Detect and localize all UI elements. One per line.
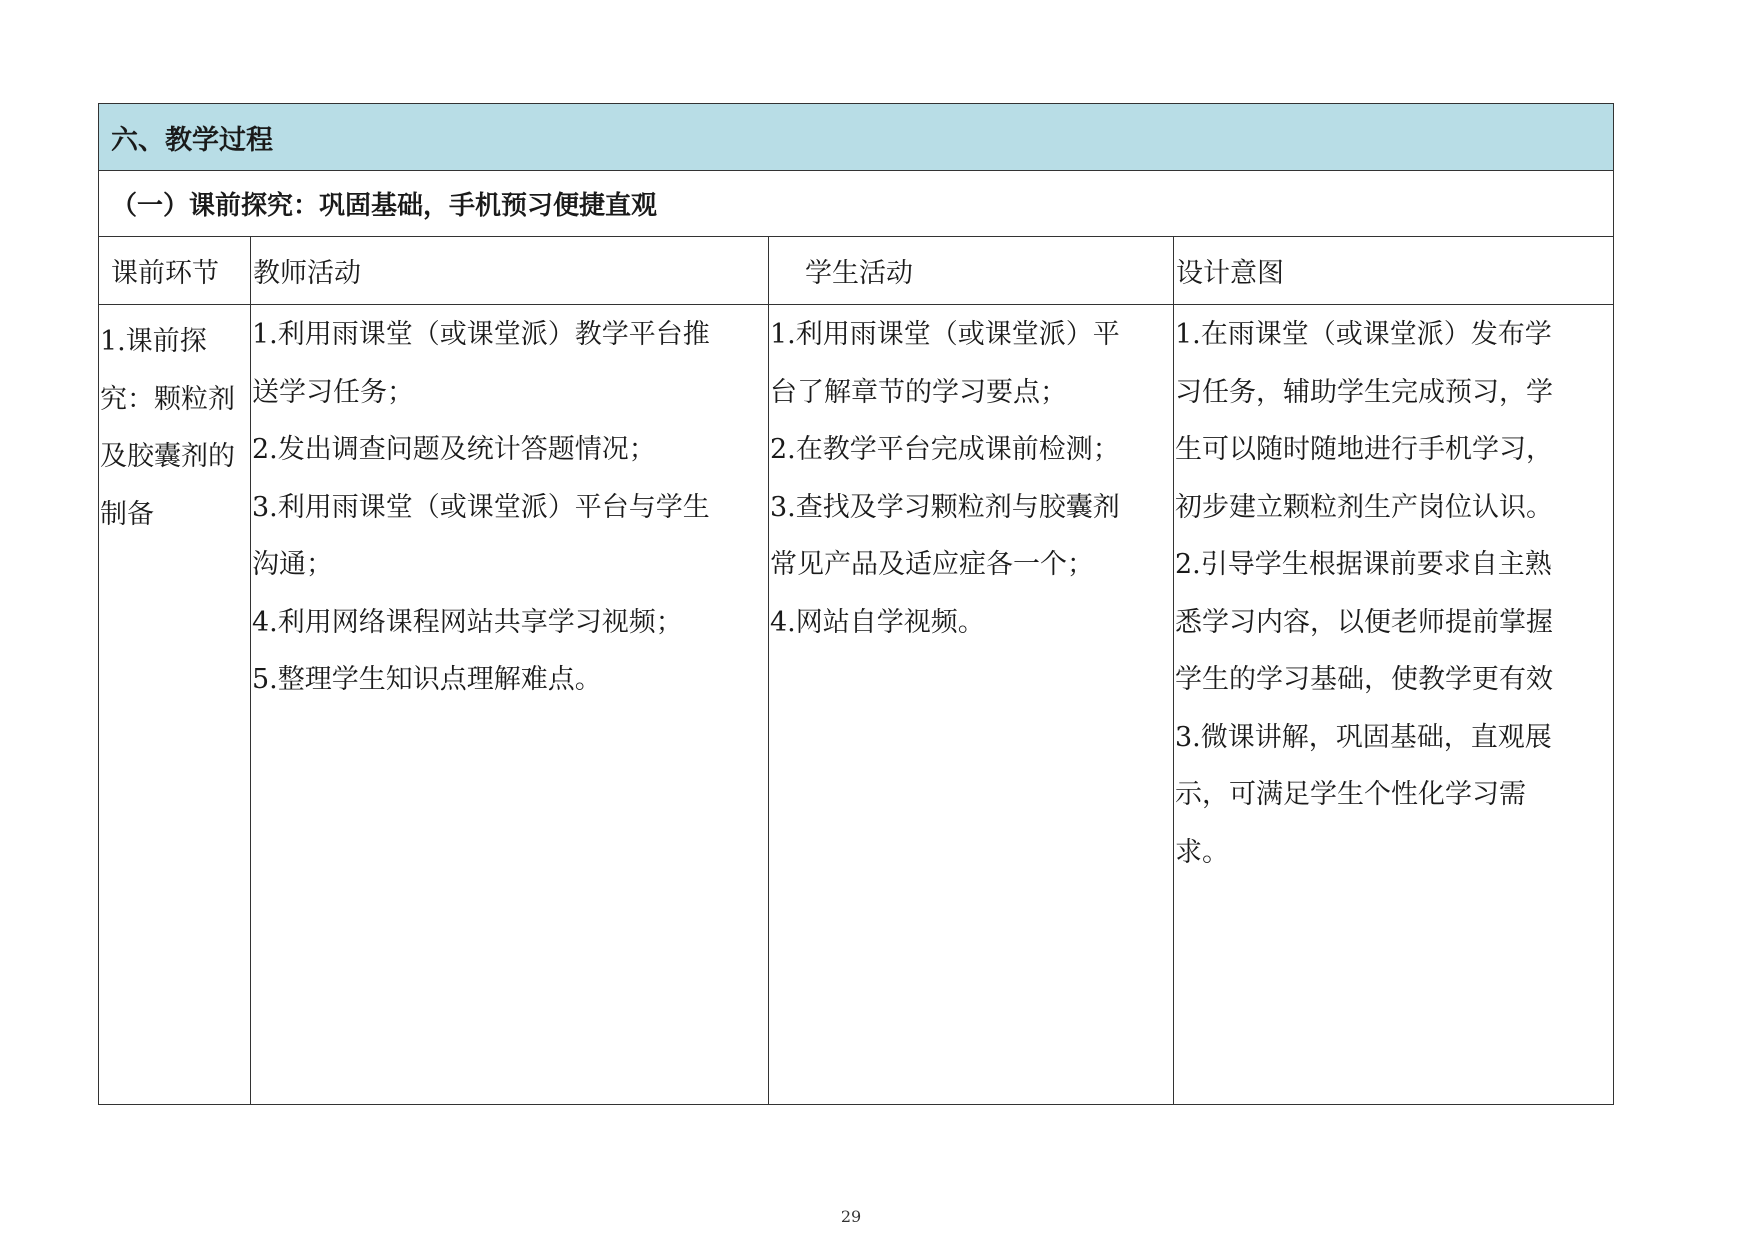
intent-line: 求。: [1175, 836, 1229, 868]
student-line: 4.网站自学视频。: [770, 606, 985, 638]
intent-line: 1.在雨课堂（或课堂派）发布学: [1175, 319, 1552, 350]
teaching-process-table: [98, 103, 1614, 1105]
subsection-header-row: [99, 171, 1614, 237]
section-header-row: [99, 104, 1614, 171]
student-line: 常见产品及适应症各一个；: [770, 549, 1094, 580]
intent-line: 2.引导学生根据课前要求自主熟: [1175, 549, 1552, 580]
teacher-line: 沟通；: [252, 549, 333, 580]
student-line: 2.在教学平台完成课前检测；: [770, 434, 1120, 465]
teacher-line: 1.利用雨课堂（或课堂派）教学平台推: [252, 319, 710, 350]
column-header-row: [99, 237, 1614, 305]
page-number: 29: [840, 1207, 862, 1226]
stage-line: 及胶囊剂的: [100, 441, 235, 472]
teacher-line: 送学习任务；: [252, 376, 414, 408]
teacher-line: 4.利用网络课程网站共享学习视频；: [252, 606, 683, 638]
stage-line: 究：颗粒剂: [100, 383, 235, 415]
student-line: 1.利用雨课堂（或课堂派）平: [770, 319, 1120, 350]
stage-cell: [99, 305, 251, 1105]
stage-line: 制备: [100, 498, 154, 530]
student-line: 3.查找及学习颗粒剂与胶囊剂: [770, 491, 1120, 523]
teacher-activity-cell: [251, 305, 769, 1105]
student-line: 台了解章节的学习要点；: [770, 376, 1067, 408]
design-intent-cell: [1174, 305, 1614, 1105]
intent-line: 生可以随时随地进行手机学习，: [1175, 434, 1553, 465]
column-header-teacher: 教师活动: [251, 237, 769, 305]
column-header-stage: 课前环节: [99, 237, 251, 305]
column-header-student: 学生活动: [769, 237, 1174, 305]
intent-line: 示，可满足学生个性化学习需: [1175, 779, 1526, 810]
teacher-line: 2.发出调查问题及统计答题情况；: [252, 434, 656, 465]
subsection-title: （一）课前探究：巩固基础，手机预习便捷直观: [99, 171, 1614, 237]
intent-line: 悉学习内容，以便老师提前掌握: [1175, 606, 1553, 638]
column-header-intent: 设计意图: [1174, 237, 1614, 305]
stage-line: 1.课前探: [100, 326, 207, 357]
intent-line: 学生的学习基础，使教学更有效: [1175, 664, 1553, 695]
student-activity-cell: [769, 305, 1174, 1105]
teacher-line: 3.利用雨课堂（或课堂派）平台与学生: [252, 491, 710, 523]
teacher-line: 5.整理学生知识点理解难点。: [252, 664, 602, 695]
intent-line: 3.微课讲解，巩固基础，直观展: [1175, 721, 1552, 753]
table-row: [99, 305, 1614, 1105]
intent-line: 习任务，辅助学生完成预习，学: [1175, 376, 1553, 408]
intent-line: 初步建立颗粒剂生产岗位认识。: [1175, 491, 1553, 523]
section-title: 六、教学过程: [99, 104, 1614, 171]
